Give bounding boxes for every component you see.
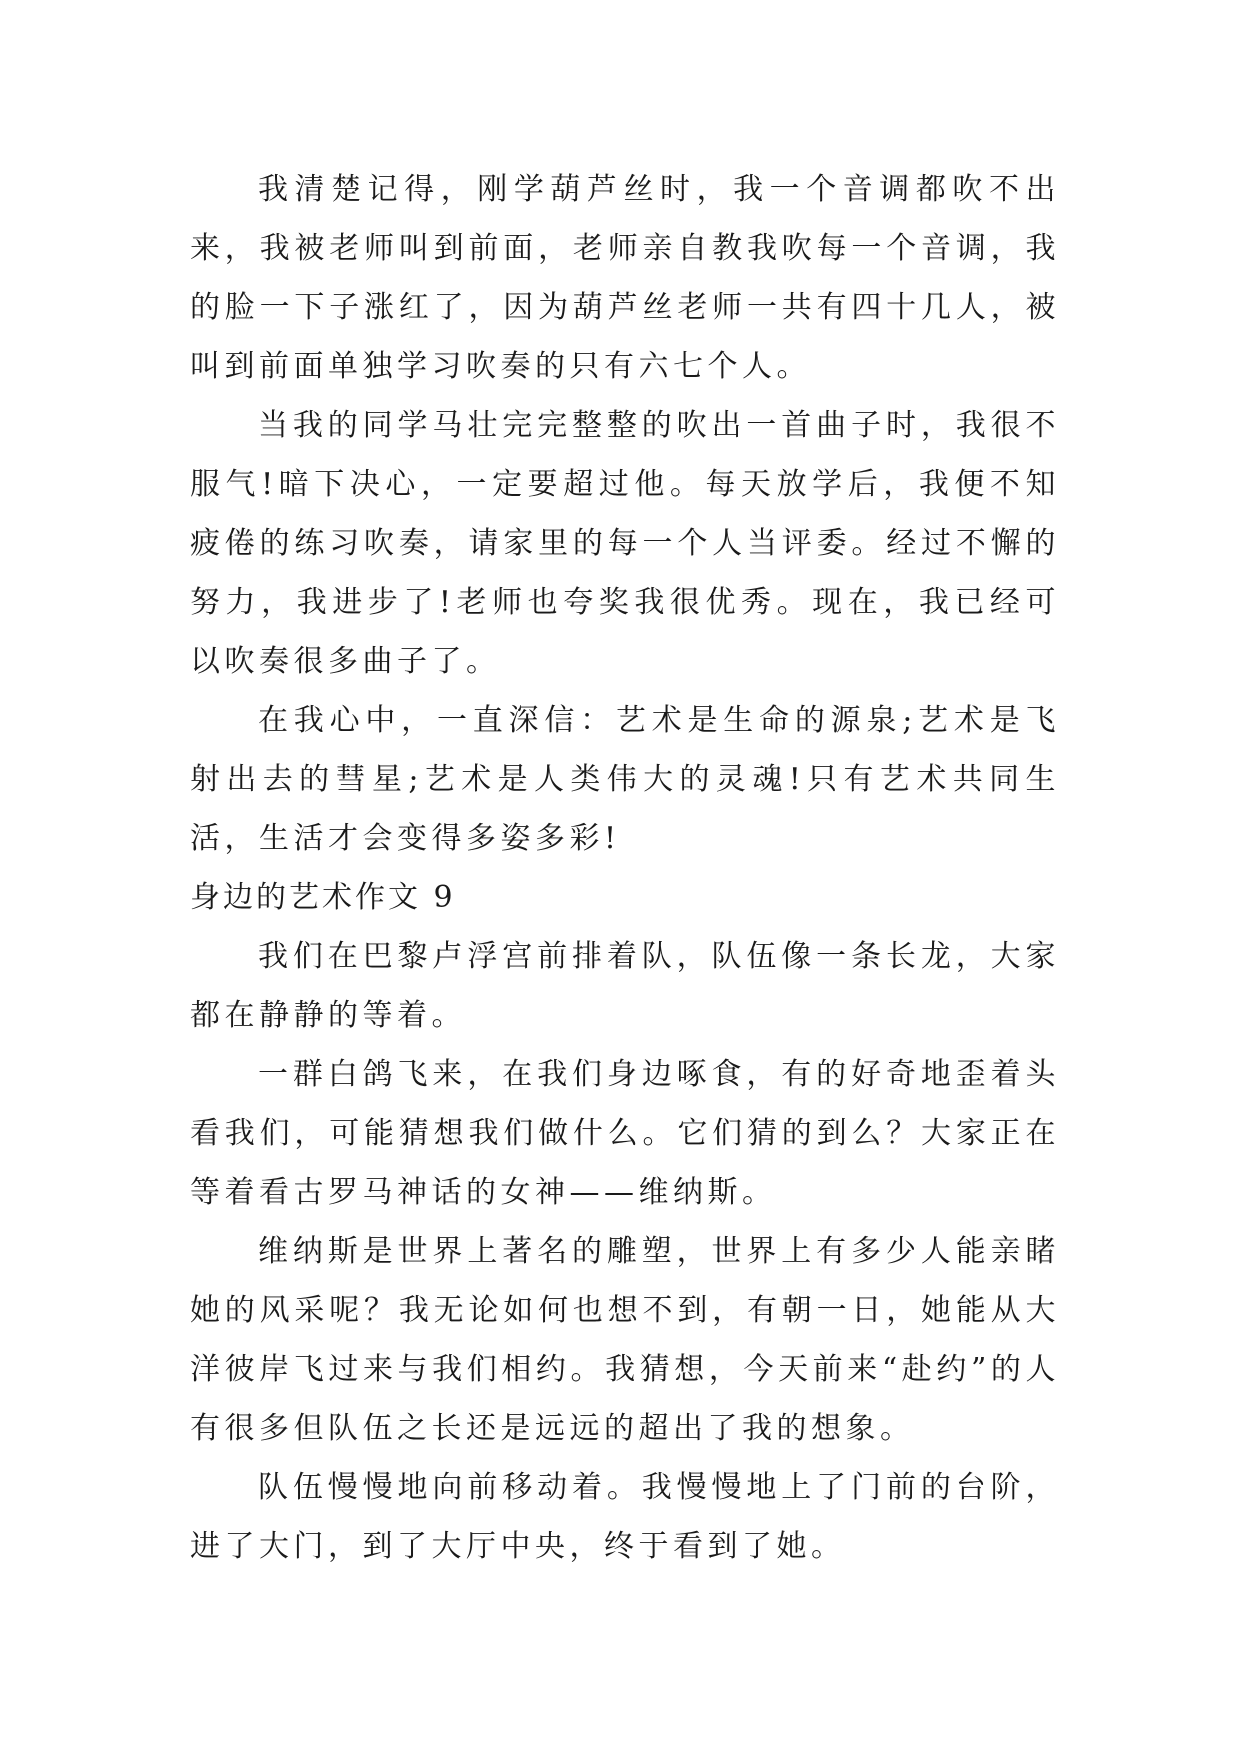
paragraph: 维纳斯是世界上著名的雕塑，世界上有多少人能亲睹她的风采呢？我无论如何也想不到，有朝一日，她能从大洋彼岸飞过来与我们相约。我猜想，今天前来“赴约”的人有很多但队伍之长还是远远的超出了我的想象。	[190, 1234, 1060, 1446]
paragraph: 一群白鸽飞来，在我们身边啄食，有的好奇地歪着头看我们，可能猜想我们做什么。它们猜的到么？大家正在等着看古罗马神话的女神——维纳斯。	[190, 1057, 1060, 1210]
paragraph: 我清楚记得，刚学葫芦丝时，我一个音调都吹不出来，我被老师叫到前面，老师亲自教我吹每一个音调，我的脸一下子涨红了，因为葫芦丝老师一共有四十几人，被叫到前面单独学习吹奏的只有六七个人。	[190, 172, 1060, 384]
paragraph: 我们在巴黎卢浮宫前排着队，队伍像一条长龙，大家都在静静的等着。	[190, 939, 1060, 1033]
section-heading: 身边的艺术作文 9	[190, 880, 456, 915]
paragraph: 在我心中，一直深信：艺术是生命的源泉;艺术是飞射出去的彗星;艺术是人类伟大的灵魂!只有艺术共同生活，生活才会变得多姿多彩!	[190, 703, 1060, 856]
paragraph: 队伍慢慢地向前移动着。我慢慢地上了门前的台阶，进了大门，到了大厅中央，终于看到了她。	[190, 1470, 1060, 1564]
document-page	[190, 160, 1060, 1576]
paragraph: 当我的同学马壮完完整整的吹出一首曲子时，我很不服气!暗下决心，一定要超过他。每天放学后，我便不知疲倦的练习吹奏，请家里的每一个人当评委。经过不懈的努力，我进步了!老师也夸奖我很优秀。现在，我已经可以吹奏很多曲子了。	[190, 408, 1060, 679]
